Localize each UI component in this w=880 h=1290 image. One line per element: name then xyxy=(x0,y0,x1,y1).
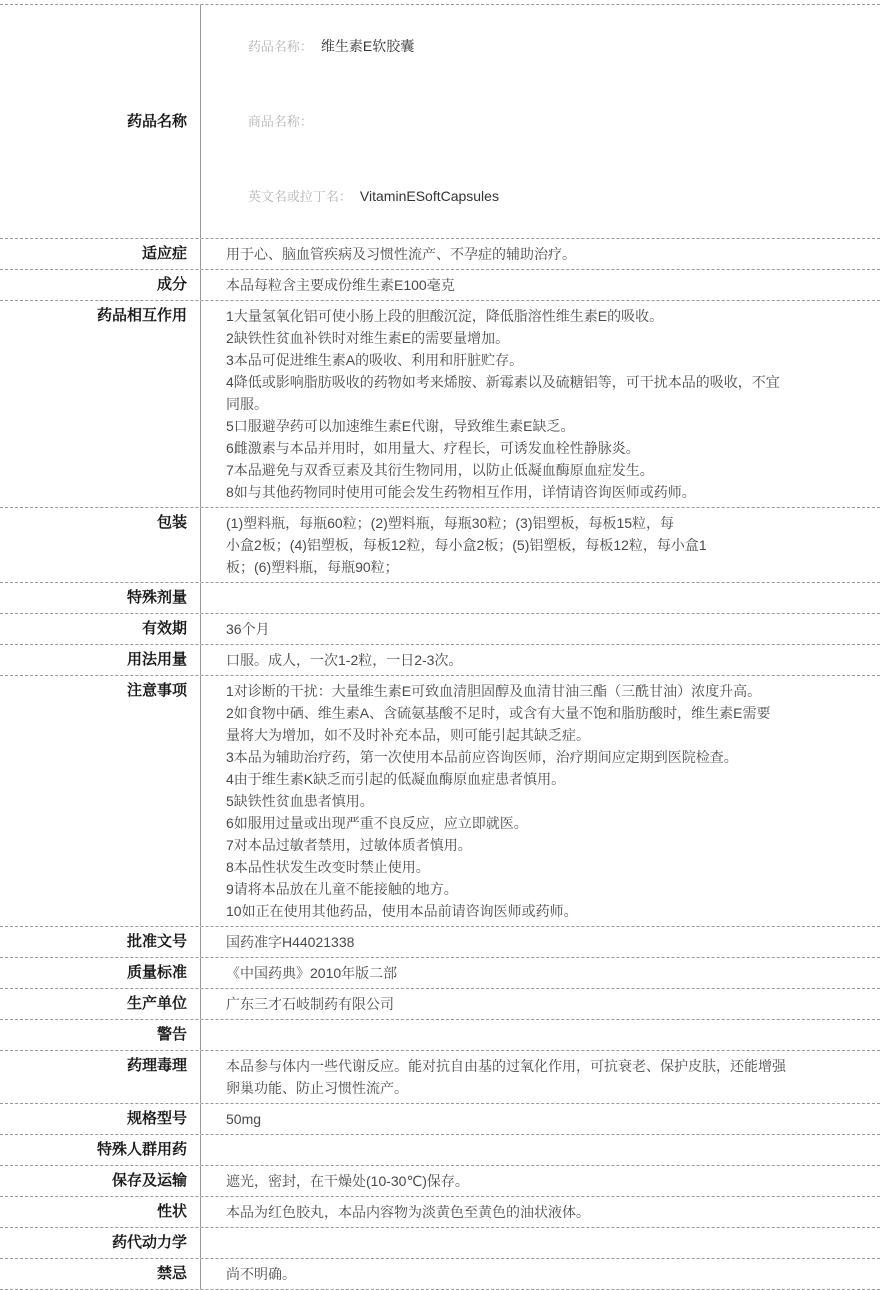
row-label: 性状 xyxy=(0,1197,201,1227)
content-line: 4降低或影响脂肪吸收的药物如考来烯胺、新霉素以及硫糖铝等，可干扰本品的吸收，不宜 xyxy=(226,374,780,390)
row-label: 药品名称 xyxy=(0,5,201,238)
content-line: 卵巢功能、防止习惯性流产。 xyxy=(226,1080,408,1096)
content-line xyxy=(209,84,866,159)
field-key-generic-name: 药品名称： xyxy=(247,39,313,54)
drug-info-table xyxy=(0,4,880,1290)
content-line: 9请将本品放在儿童不能接触的地方。 xyxy=(226,881,458,897)
content-line: 6雌激素与本品并用时，如用量大、疗程长，可诱发血栓性静脉炎。 xyxy=(226,440,640,456)
content-line: 本品参与体内一些代谢反应。能对抗自由基的过氧化作用，可抗衰老、保护皮肤，还能增强 xyxy=(226,1058,786,1074)
row-label: 质量标准 xyxy=(0,958,201,988)
content-line: 10如正在使用其他药品，使用本品前请咨询医师或药师。 xyxy=(226,903,578,919)
row-content xyxy=(201,270,880,300)
field-value-english-name: VitaminESoftCapsules xyxy=(359,188,499,204)
drug-detail-page xyxy=(0,4,880,1290)
row-content xyxy=(201,5,880,238)
table-row-drug-name xyxy=(0,5,880,239)
content-line: 用于心、脑血管疾病及习惯性流产、不孕症的辅助治疗。 xyxy=(226,246,576,262)
row-label: 包装 xyxy=(0,508,201,582)
table-row xyxy=(0,239,880,270)
table-row xyxy=(0,645,880,676)
row-label: 特殊剂量 xyxy=(0,583,201,613)
row-label: 批准文号 xyxy=(0,927,201,957)
table-row xyxy=(0,614,880,645)
table-row xyxy=(0,927,880,958)
row-label: 成分 xyxy=(0,270,201,300)
row-content xyxy=(201,676,880,926)
field-value-generic-name: 维生素E软胶囊 xyxy=(320,38,415,54)
content-line: 3本品为辅助治疗药，第一次使用本品前应咨询医师，治疗期间应定期到医院检查。 xyxy=(226,749,738,765)
table-row xyxy=(0,1104,880,1135)
table-row xyxy=(0,583,880,614)
content-line: 《中国药典》2010年版二部 xyxy=(226,965,398,981)
row-label: 用法用量 xyxy=(0,645,201,675)
row-label: 警告 xyxy=(0,1020,201,1050)
table-row xyxy=(0,989,880,1020)
row-label: 药理毒理 xyxy=(0,1051,201,1103)
field-key-english-name: 英文名或拉丁名： xyxy=(247,189,352,204)
row-content xyxy=(201,927,880,957)
table-row xyxy=(0,1166,880,1197)
content-line: 36个月 xyxy=(226,621,270,637)
content-line: 本品每粒含主要成份维生素E100毫克 xyxy=(226,277,455,293)
table-row xyxy=(0,1051,880,1104)
row-label: 药品相互作用 xyxy=(0,301,201,507)
content-line: 7本品避免与双香豆素及其衍生物同用，以防止低凝血酶原血症发生。 xyxy=(226,462,654,478)
row-content xyxy=(201,1051,880,1103)
row-content xyxy=(201,989,880,1019)
content-line: 1对诊断的干扰：大量维生素E可致血清胆固醇及血清甘油三酯（三酰甘油）浓度升高。 xyxy=(226,683,762,699)
content-line: 1大量氢氧化铝可使小肠上段的胆酸沉淀，降低脂溶性维生素E的吸收。 xyxy=(226,308,664,324)
table-row xyxy=(0,270,880,301)
row-label: 生产单位 xyxy=(0,989,201,1019)
row-label: 有效期 xyxy=(0,614,201,644)
row-content xyxy=(201,1197,880,1227)
table-row xyxy=(0,1020,880,1051)
content-line: 量将大为增加，如不及时补充本品，则可能引起其缺乏症。 xyxy=(226,727,590,743)
row-content xyxy=(201,1020,880,1050)
row-label: 特殊人群用药 xyxy=(0,1135,201,1165)
row-content xyxy=(201,1228,880,1258)
row-content xyxy=(201,1135,880,1165)
content-line: 同服。 xyxy=(226,396,268,412)
content-line: 5缺铁性贫血患者慎用。 xyxy=(226,793,374,809)
row-content xyxy=(201,583,880,613)
content-line xyxy=(226,1024,866,1046)
content-line: 尚不明确。 xyxy=(226,1266,296,1282)
table-row xyxy=(0,1259,880,1290)
row-content xyxy=(201,1259,880,1289)
table-row xyxy=(0,1135,880,1166)
content-line: 国药准字H44021338 xyxy=(226,934,355,950)
row-label: 注意事项 xyxy=(0,676,201,926)
content-line: 8本品性状发生改变时禁止使用。 xyxy=(226,859,430,875)
row-content xyxy=(201,239,880,269)
content-line xyxy=(226,1139,866,1161)
row-content xyxy=(201,645,880,675)
row-label: 禁忌 xyxy=(0,1259,201,1289)
content-line: 遮光，密封，在干燥处(10-30℃)保存。 xyxy=(226,1173,469,1189)
content-line xyxy=(209,159,866,234)
row-content xyxy=(201,508,880,582)
content-line: 50mg xyxy=(226,1111,262,1127)
content-line: 口服。成人，一次1-2粒，一日2-3次。 xyxy=(226,652,463,668)
content-line: 7对本品过敏者禁用，过敏体质者慎用。 xyxy=(226,837,472,853)
table-row xyxy=(0,1197,880,1228)
content-line: 2如食物中硒、维生素A、含硫氨基酸不足时，或含有大量不饱和脂肪酸时，维生素E需要 xyxy=(226,705,771,721)
content-line: 5口服避孕药可以加速维生素E代谢，导致维生素E缺乏。 xyxy=(226,418,575,434)
content-line xyxy=(209,9,866,84)
table-row xyxy=(0,508,880,583)
row-label: 保存及运输 xyxy=(0,1166,201,1196)
content-line xyxy=(226,587,866,609)
table-row xyxy=(0,958,880,989)
content-line: 3本品可促进维生素A的吸收、利用和肝脏贮存。 xyxy=(226,352,524,368)
row-content xyxy=(201,1104,880,1134)
table-row xyxy=(0,1228,880,1259)
table-row xyxy=(0,301,880,508)
row-label: 药代动力学 xyxy=(0,1228,201,1258)
content-line xyxy=(226,1232,866,1254)
field-key-trade-name: 商品名称： xyxy=(247,114,313,129)
content-line: 本品为红色胶丸，本品内容物为淡黄色至黄色的油状液体。 xyxy=(226,1204,590,1220)
row-label: 规格型号 xyxy=(0,1104,201,1134)
row-content xyxy=(201,301,880,507)
content-line: 6如服用过量或出现严重不良反应，应立即就医。 xyxy=(226,815,528,831)
content-line: 4由于维生素K缺乏而引起的低凝血酶原血症患者慎用。 xyxy=(226,771,566,787)
content-line: 广东三才石岐制药有限公司 xyxy=(226,996,394,1012)
content-line: 小盒2板；(4)铝塑板，每板12粒，每小盒2板；(5)铝塑板，每板12粒，每小盒1 xyxy=(226,537,707,553)
row-content xyxy=(201,1166,880,1196)
row-content xyxy=(201,958,880,988)
row-label: 适应症 xyxy=(0,239,201,269)
content-line: 2缺铁性贫血补铁时对维生素E的需要量增加。 xyxy=(226,330,510,346)
content-line: (1)塑料瓶，每瓶60粒；(2)塑料瓶，每瓶30粒；(3)铝塑板，每板15粒，每 xyxy=(226,515,675,531)
table-row xyxy=(0,676,880,927)
row-content xyxy=(201,614,880,644)
content-line: 板；(6)塑料瓶，每瓶90粒； xyxy=(226,559,399,575)
content-line: 8如与其他药物同时使用可能会发生药物相互作用，详情请咨询医师或药师。 xyxy=(226,484,696,500)
